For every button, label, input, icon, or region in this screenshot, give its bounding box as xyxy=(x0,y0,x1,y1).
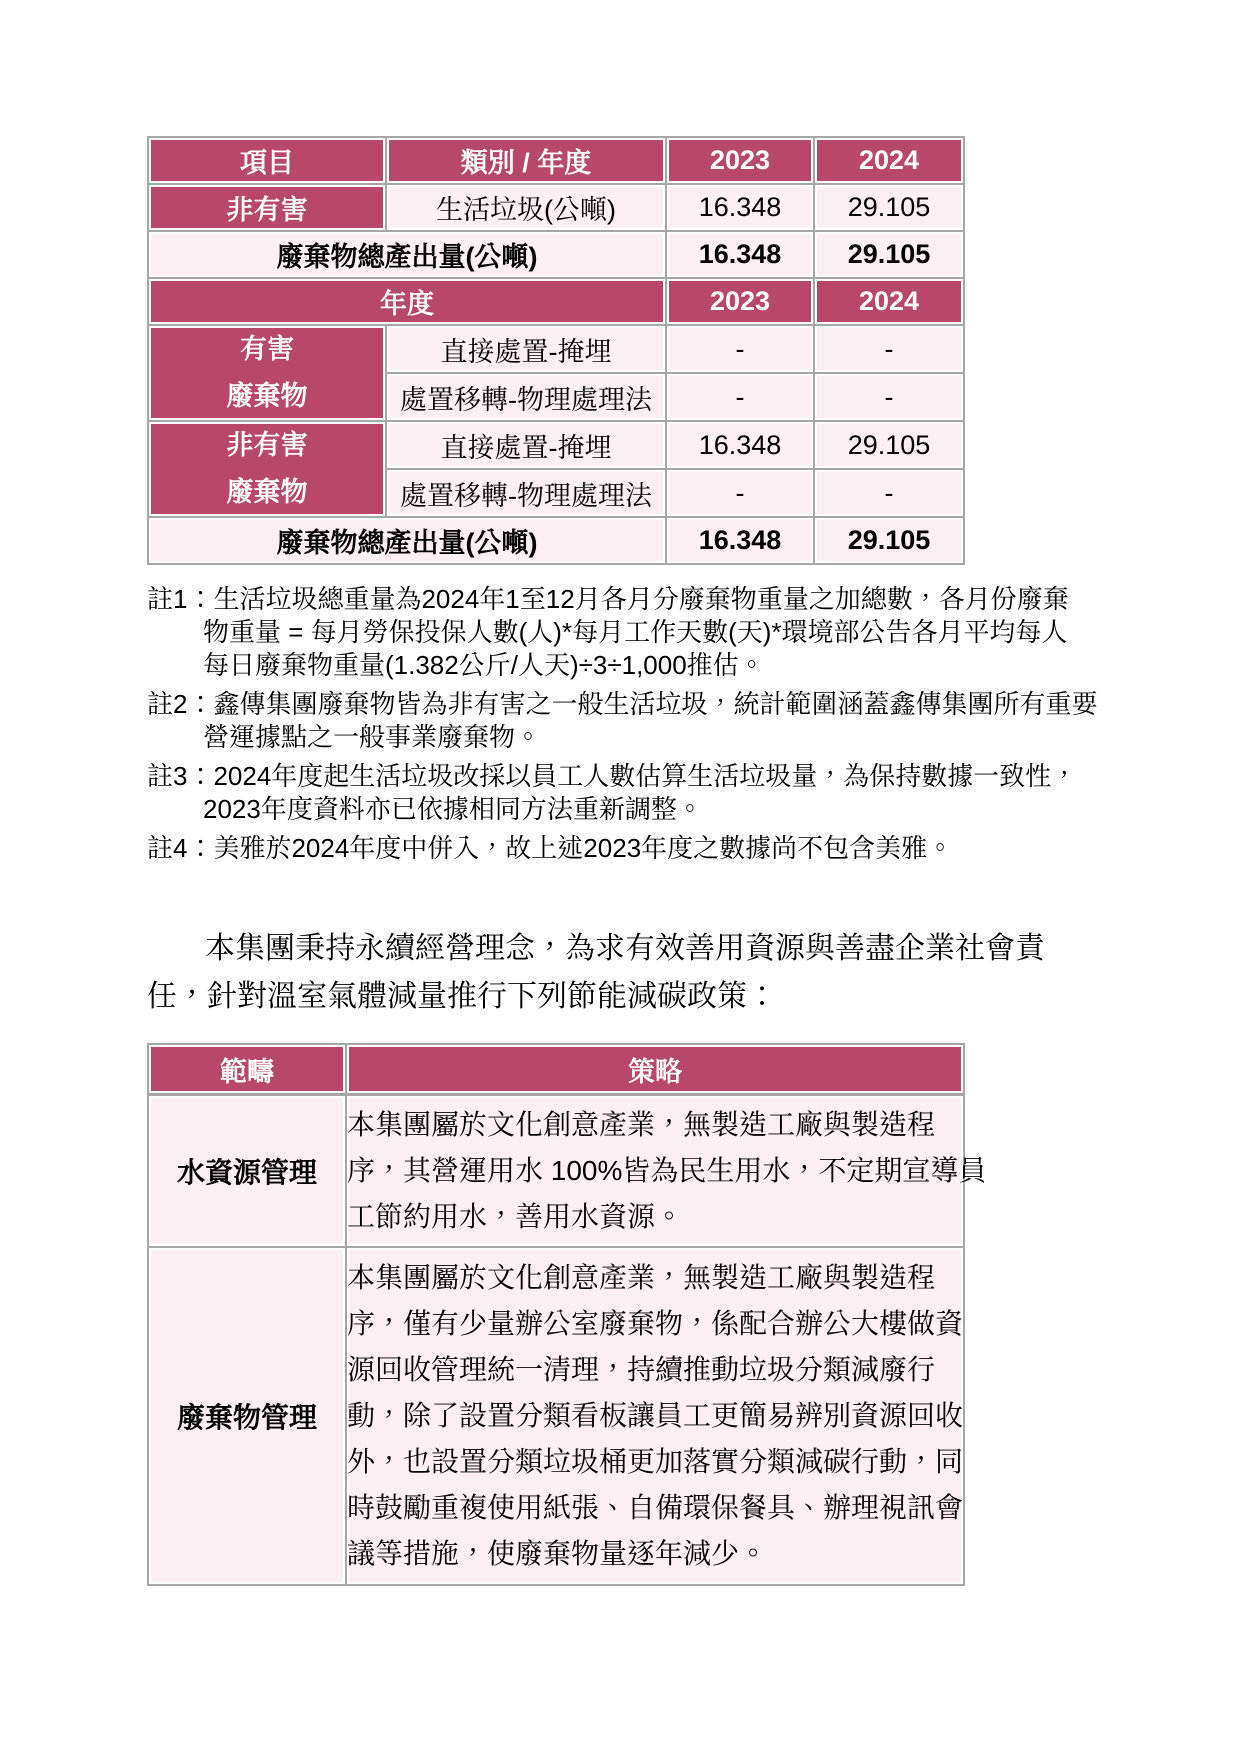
cell-category-nonhazardous-waste xyxy=(148,421,386,517)
cell-value-2024: 29.105 xyxy=(814,184,964,231)
footnote-2 xyxy=(147,688,1098,754)
strategy-line: 序，其營運用水 100%皆為民生用水，不定期宣導員 xyxy=(347,1155,987,1186)
policy-row-waste xyxy=(148,1247,964,1585)
cell-value-2023: - xyxy=(666,469,814,517)
cell-total-2024: 29.105 xyxy=(814,231,964,278)
table-header-row xyxy=(148,137,964,184)
cell-value-2023: - xyxy=(666,325,814,373)
nonhazardous-label-line1: 非有害 xyxy=(226,430,308,460)
strategy-line: 議等措施，使廢棄物量逐年減少。 xyxy=(347,1538,768,1569)
waste-output-table xyxy=(147,136,965,565)
strategy-line: 序，僅有少量辦公室廢棄物，係配合辦公大樓做資 xyxy=(347,1308,964,1339)
hazardous-label-line1: 有害 xyxy=(240,334,294,364)
header-category-year: 類別 / 年度 xyxy=(386,137,666,184)
cell-value-2024: - xyxy=(814,325,964,373)
strategy-line: 本集團屬於文化創意產業，無製造工廠與製造程 xyxy=(347,1109,936,1140)
cell-method-physical: 處置移轉-物理處理法 xyxy=(386,373,666,421)
strategy-line: 本集團屬於文化創意產業，無製造工廠與製造程 xyxy=(347,1262,936,1293)
footnote-4 xyxy=(147,832,963,865)
strategy-line: 時鼓勵重複使用紙張、自備環保餐具、辦理視訊會 xyxy=(347,1492,964,1523)
footnotes xyxy=(147,583,1098,865)
footnote-text: 物重量 = 每月勞保投保人數(人)*每月工作天數(天)*環境部公告各月平均每人 xyxy=(203,617,1068,647)
cell-total-label: 廢棄物總產出量(公噸) xyxy=(148,231,666,278)
paragraph-line: 任，針對溫室氣體減量推行下列節能減碳政策： xyxy=(147,980,777,1013)
strategy-line: 工節約用水，善用水資源。 xyxy=(347,1201,684,1232)
table-row-total-output-1 xyxy=(148,231,964,278)
footnote-text: 2024年度起生活垃圾改採以員工人數估算生活垃圾量，為保持數據一致性， xyxy=(213,761,1078,791)
footnote-text: 鑫傳集團廢棄物皆為非有害之一般生活垃圾，統計範圍涵蓋鑫傳集團所有重要 xyxy=(213,689,1098,719)
cell-method-physical: 處置移轉-物理處理法 xyxy=(386,469,666,517)
cell-value-2023: 16.348 xyxy=(666,421,814,469)
cell-value-2024: 29.105 xyxy=(814,421,964,469)
cell-strategy-waste xyxy=(346,1247,964,1585)
carbon-policy-table xyxy=(147,1043,987,1586)
header-strategy: 策略 xyxy=(346,1044,964,1095)
footnote-text: 生活垃圾總重量為2024年1至12月各月分廢棄物重量之加總數，各月份廢棄 xyxy=(213,584,1069,614)
cell-value-2024: - xyxy=(814,469,964,517)
cell-method-landfill: 直接處置-掩埋 xyxy=(386,325,666,373)
header-year-2024: 2024 xyxy=(814,278,964,325)
footnote-1 xyxy=(147,583,1069,682)
cell-item-name: 生活垃圾(公噸) xyxy=(386,184,666,231)
cell-total-2024: 29.105 xyxy=(814,517,964,564)
header-2024: 2024 xyxy=(814,137,964,184)
strategy-line: 動，除了設置分類看板讓員工更簡易辨別資源回收 xyxy=(347,1400,964,1431)
strategy-line: 源回收管理統一清理，持續推動垃圾分類減廢行 xyxy=(347,1354,936,1385)
footnote-label: 註2： xyxy=(147,689,214,719)
cell-total-2023: 16.348 xyxy=(666,517,814,564)
footnote-text: 2023年度資料亦已依據相同方法重新調整。 xyxy=(203,794,703,824)
header-item: 項目 xyxy=(148,137,386,184)
header-year: 年度 xyxy=(148,278,666,325)
footnote-text: 每日廢棄物重量(1.382公斤/人天)÷3÷1,000推估。 xyxy=(203,650,765,680)
cell-value-2023: - xyxy=(666,373,814,421)
header-2023: 2023 xyxy=(666,137,814,184)
policy-row-water xyxy=(148,1095,964,1248)
table-row-nonhazardous-landfill xyxy=(148,421,964,469)
cell-category-nonhazardous: 非有害 xyxy=(148,184,386,231)
cell-scope-water-management: 水資源管理 xyxy=(148,1095,346,1248)
page-content xyxy=(147,136,1098,1586)
cell-scope-waste-management: 廢棄物管理 xyxy=(148,1247,346,1585)
table-row-hazardous-landfill xyxy=(148,325,964,373)
footnote-label: 註3： xyxy=(147,761,214,791)
table-year-header-row xyxy=(148,278,964,325)
nonhazardous-label-line2: 廢棄物 xyxy=(226,477,308,507)
footnote-text: 美雅於2024年度中併入，故上述2023年度之數據尚不包含美雅。 xyxy=(213,833,954,863)
header-scope: 範疇 xyxy=(148,1044,346,1095)
footnote-label: 註1： xyxy=(147,584,214,614)
footnote-text: 營運據點之一般事業廢棄物。 xyxy=(203,722,542,752)
cell-value-2023: 16.348 xyxy=(666,184,814,231)
cell-total-2023: 16.348 xyxy=(666,231,814,278)
cell-strategy-water xyxy=(346,1095,987,1248)
hazardous-label-line2: 廢棄物 xyxy=(226,381,308,411)
policy-header-row xyxy=(148,1044,964,1095)
cell-method-landfill: 直接處置-掩埋 xyxy=(386,421,666,469)
paragraph-line: 本集團秉持永續經營理念，為求有效善用資源與善盡企業社會責 xyxy=(205,932,1045,965)
header-year-2023: 2023 xyxy=(666,278,814,325)
footnote-3 xyxy=(147,760,1078,826)
cell-value-2024: - xyxy=(814,373,964,421)
table-row-nonhazardous-garbage xyxy=(148,184,964,231)
cell-category-hazardous-waste xyxy=(148,325,386,421)
strategy-line: 外，也設置分類垃圾桶更加落實分類減碳行動，同 xyxy=(347,1446,964,1477)
footnote-label: 註4： xyxy=(147,833,214,863)
cell-total-label: 廢棄物總產出量(公噸) xyxy=(148,517,666,564)
table-row-total-output-2 xyxy=(148,517,964,564)
intro-paragraph xyxy=(147,925,1045,1021)
